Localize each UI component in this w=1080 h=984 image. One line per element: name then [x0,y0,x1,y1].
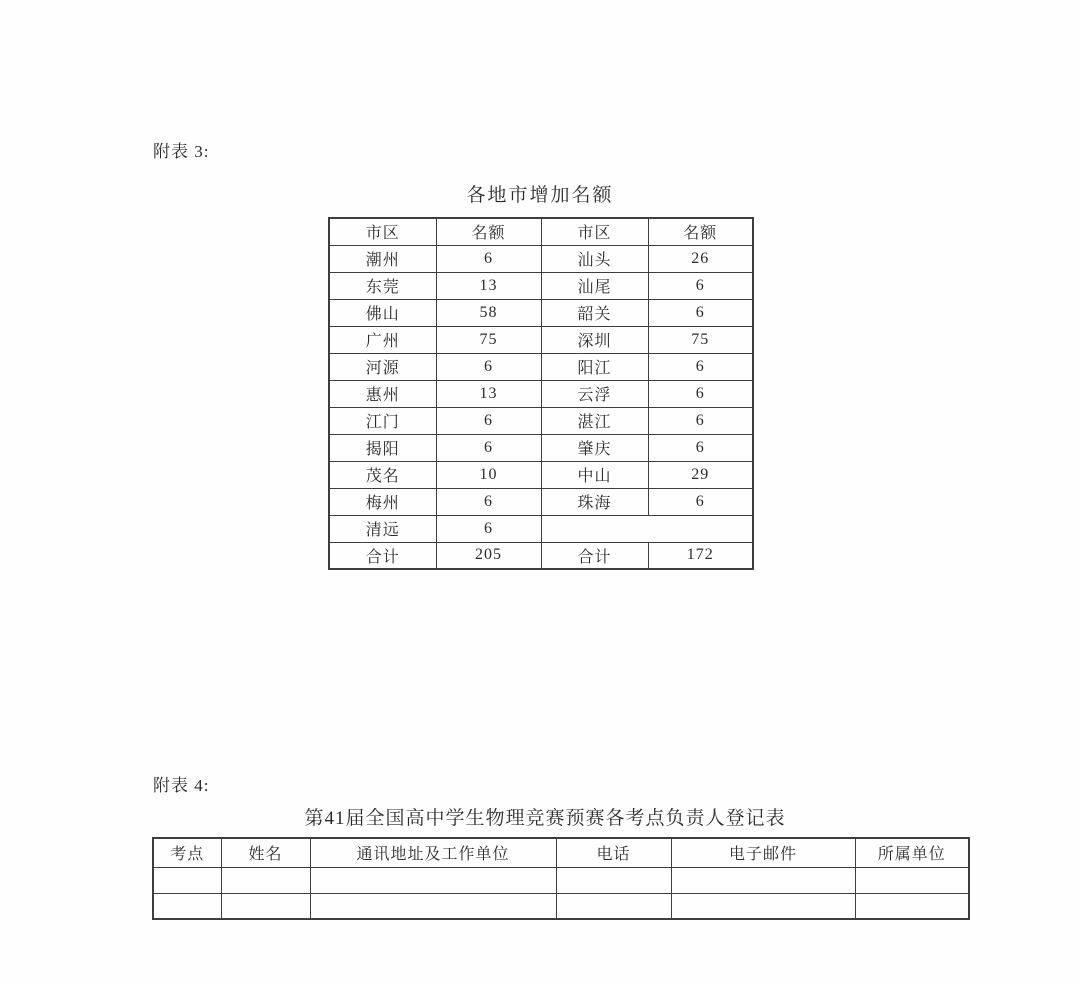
city-cell: 合计 [541,542,648,569]
city-cell: 揭阳 [329,434,436,461]
quota-table [328,217,754,570]
quota-cell: 6 [648,353,753,380]
quota-table-body [329,218,753,569]
quota-cell: 26 [648,245,753,272]
registry-column-header: 通讯地址及工作单位 [310,838,556,867]
city-cell: 深圳 [541,326,648,353]
quota-cell: 6 [648,488,753,515]
quota-cell: 6 [648,407,753,434]
quota-cell: 10 [436,461,541,488]
registry-empty-cell [153,893,221,919]
city-cell: 合计 [329,542,436,569]
registry-table [152,837,970,920]
quota-cell: 6 [436,515,541,542]
quota-cell: 6 [648,299,753,326]
city-cell: 肇庆 [541,434,648,461]
quota-cell: 6 [436,434,541,461]
city-cell: 潮州 [329,245,436,272]
quota-table-row [329,434,753,461]
registry-empty-cell [855,867,969,893]
city-cell: 河源 [329,353,436,380]
registry-empty-cell [310,893,556,919]
city-cell: 江门 [329,407,436,434]
city-cell: 珠海 [541,488,648,515]
registry-empty-cell [855,893,969,919]
city-cell: 佛山 [329,299,436,326]
quota-cell: 75 [648,326,753,353]
quota-column-header: 名额 [436,218,541,245]
registry-empty-cell [556,893,671,919]
quota-column-header: 市区 [329,218,436,245]
city-cell: 梅州 [329,488,436,515]
registry-column-header: 电话 [556,838,671,867]
quota-table-row [329,542,753,569]
quota-cell: 6 [436,245,541,272]
registry-empty-cell [556,867,671,893]
empty-merged-cell [541,515,753,542]
quota-cell: 6 [436,353,541,380]
city-cell: 韶关 [541,299,648,326]
city-cell: 东莞 [329,272,436,299]
quota-cell: 172 [648,542,753,569]
quota-cell: 13 [436,272,541,299]
quota-column-header: 名额 [648,218,753,245]
quota-table-row [329,515,753,542]
appendix4-label: 附表 4: [153,776,210,795]
quota-cell: 29 [648,461,753,488]
registry-table-title: 第41届全国高中学生物理竞赛预赛各考点负责人登记表 [304,808,786,829]
registry-empty-row [153,867,969,893]
quota-cell: 6 [648,380,753,407]
registry-empty-cell [310,867,556,893]
quota-cell: 13 [436,380,541,407]
registry-empty-cell [221,893,310,919]
city-cell: 清远 [329,515,436,542]
quota-cell: 205 [436,542,541,569]
registry-empty-row [153,893,969,919]
registry-empty-cell [153,867,221,893]
city-cell: 汕尾 [541,272,648,299]
city-cell: 惠州 [329,380,436,407]
quota-table-row [329,407,753,434]
registry-table-header-row [153,838,969,867]
quota-cell: 6 [436,407,541,434]
quota-table-row [329,299,753,326]
registry-empty-cell [671,893,855,919]
quota-table-row [329,353,753,380]
registry-empty-cell [671,867,855,893]
quota-table-title: 各地市增加名额 [466,185,614,206]
quota-column-header: 市区 [541,218,648,245]
city-cell: 湛江 [541,407,648,434]
quota-cell: 6 [648,272,753,299]
registry-column-header: 考点 [153,838,221,867]
city-cell: 汕头 [541,245,648,272]
registry-column-header: 电子邮件 [671,838,855,867]
quota-cell: 6 [648,434,753,461]
city-cell: 阳江 [541,353,648,380]
quota-cell: 6 [436,488,541,515]
city-cell: 云浮 [541,380,648,407]
quota-cell: 58 [436,299,541,326]
appendix3-label: 附表 3: [153,142,210,161]
city-cell: 茂名 [329,461,436,488]
quota-cell: 75 [436,326,541,353]
registry-empty-cell [221,867,310,893]
quota-table-row [329,245,753,272]
quota-table-row [329,380,753,407]
quota-table-row [329,488,753,515]
quota-table-row [329,272,753,299]
registry-column-header: 姓名 [221,838,310,867]
city-cell: 广州 [329,326,436,353]
registry-table-body [153,838,969,919]
registry-column-header: 所属单位 [855,838,969,867]
quota-table-header-row [329,218,753,245]
quota-table-row [329,461,753,488]
quota-table-row [329,326,753,353]
city-cell: 中山 [541,461,648,488]
